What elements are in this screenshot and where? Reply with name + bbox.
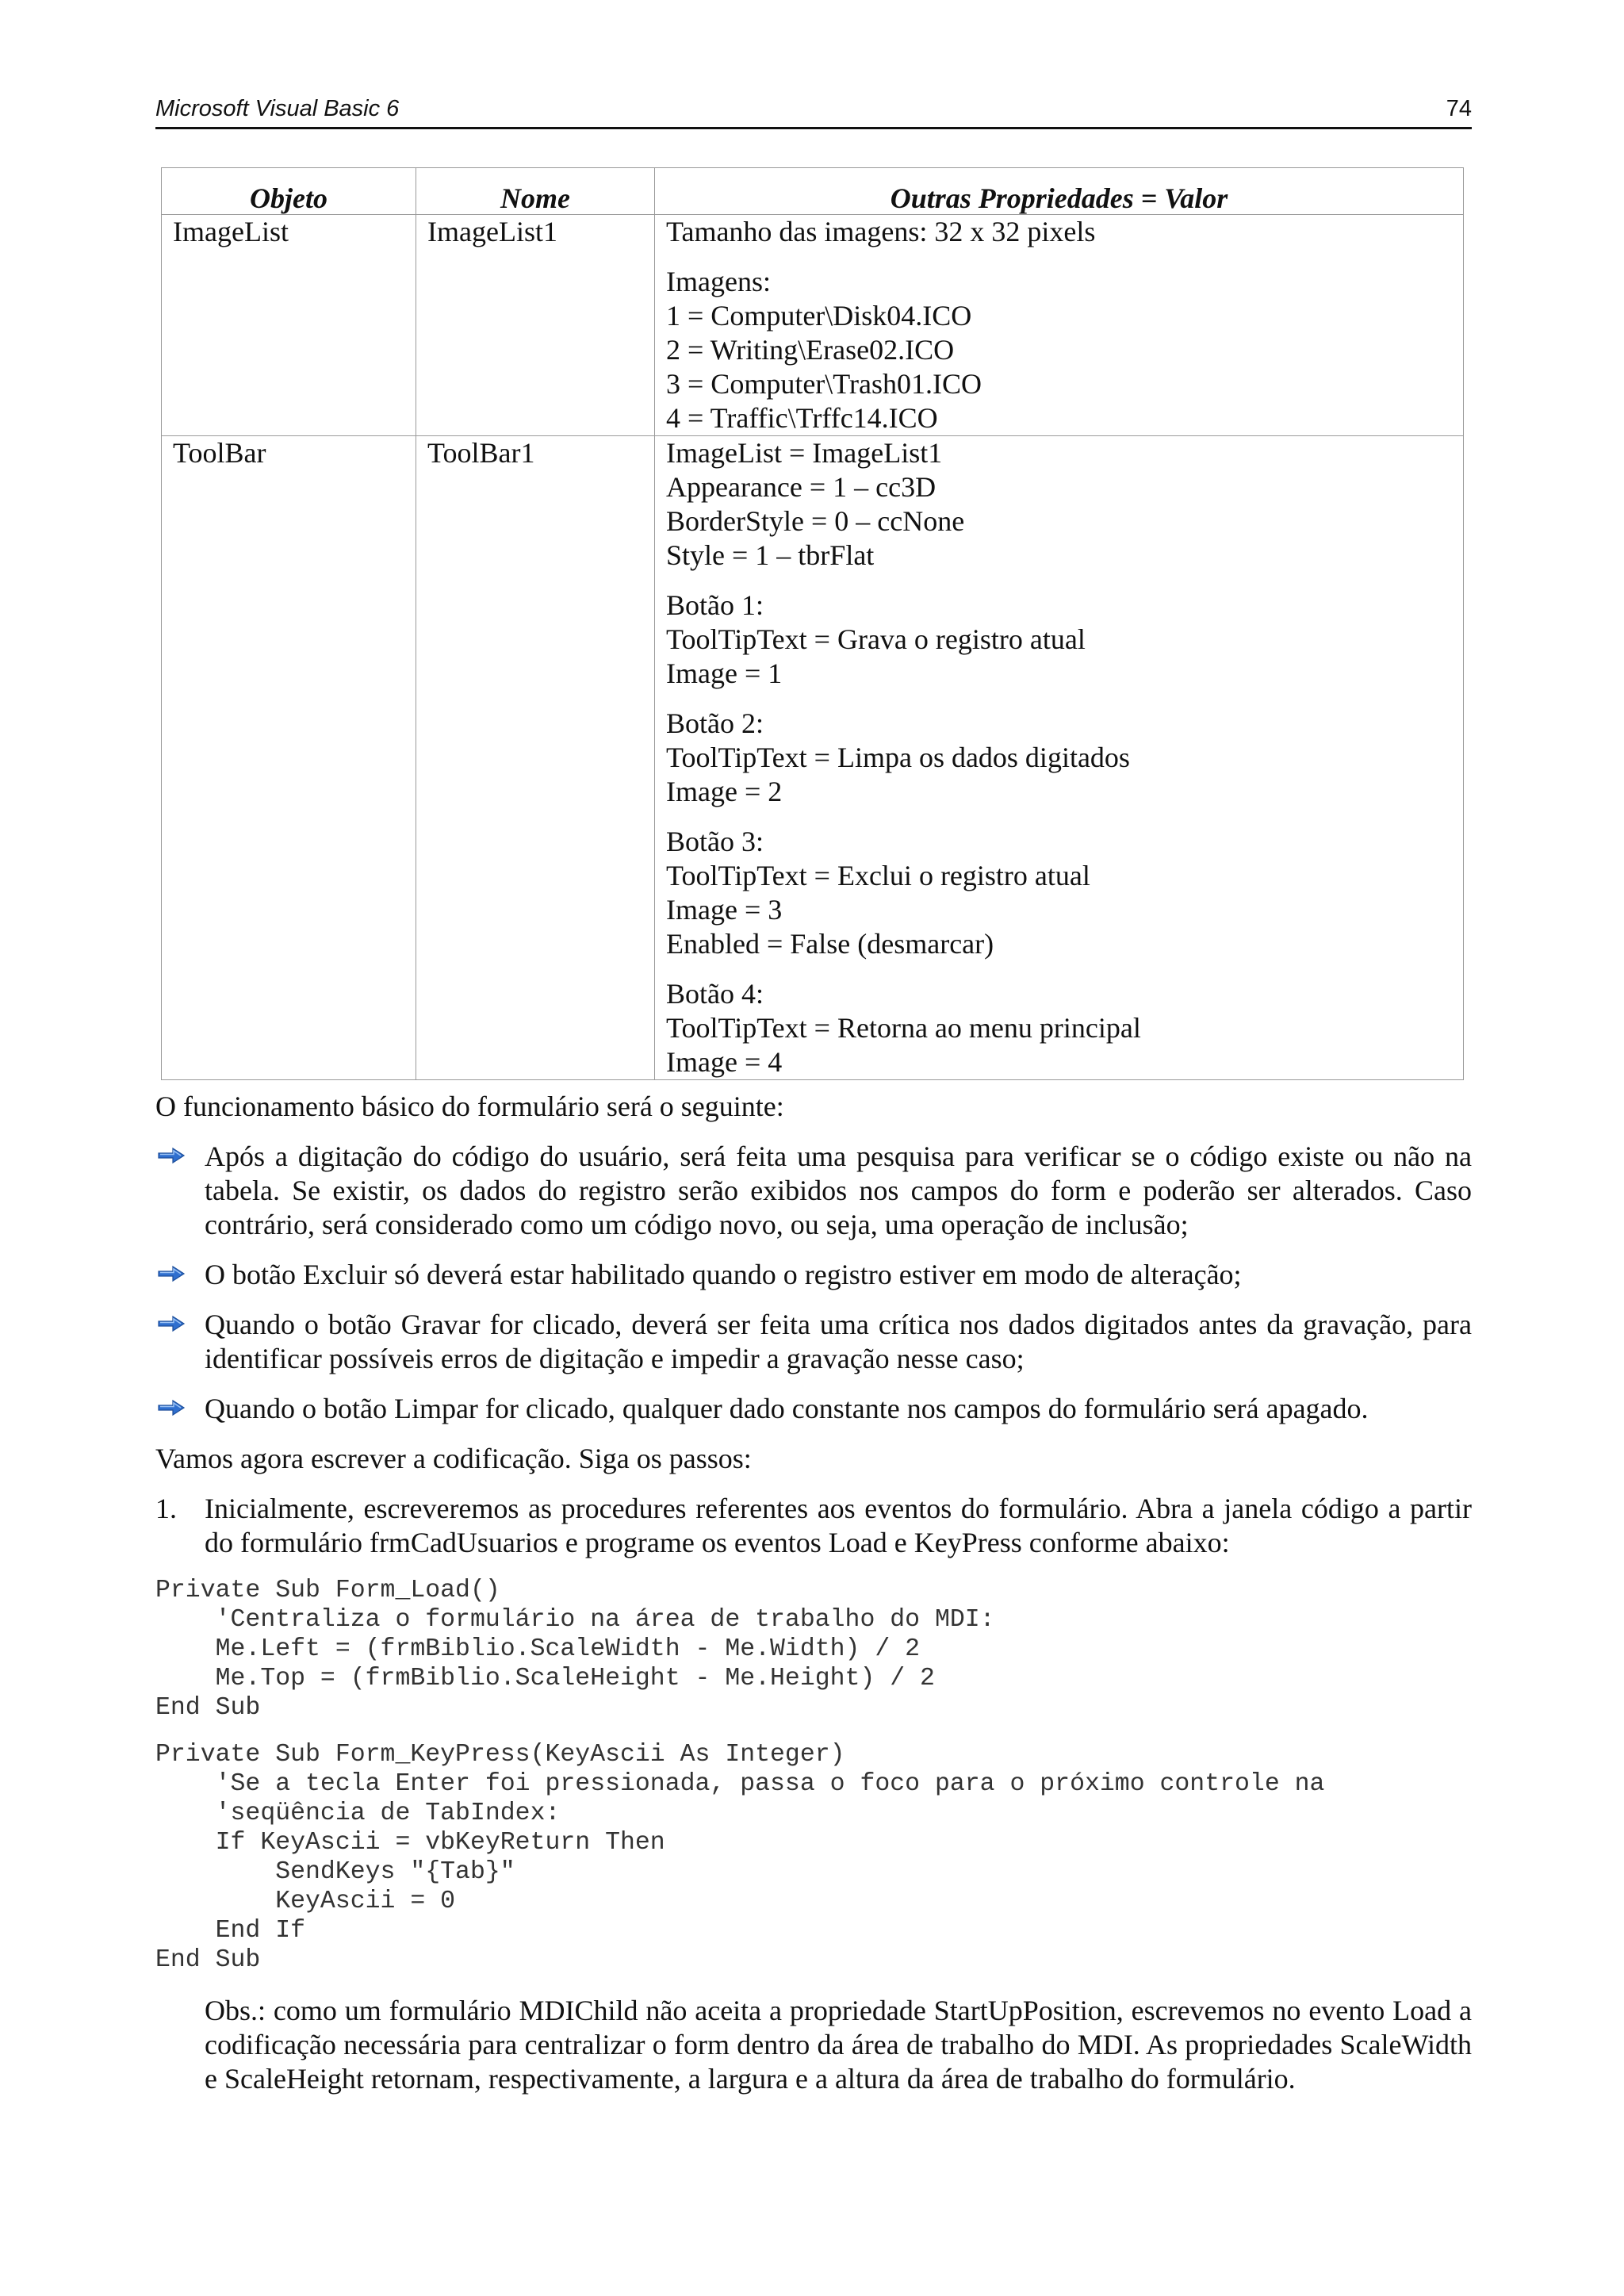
header-title: Microsoft Visual Basic 6 xyxy=(155,96,400,121)
page-number: 74 xyxy=(1446,96,1472,121)
bullet-item xyxy=(155,1392,1472,1426)
intro-paragraph: O funcionamento básico do formulário será o seguinte: xyxy=(155,1091,784,1122)
property-block xyxy=(666,265,1452,435)
bullet-text: Quando o botão Limpar for clicado, qualquer dado constante nos campos do formulário será apagado. xyxy=(205,1393,1369,1424)
property-line: ToolTipText = Grava o registro atual xyxy=(666,623,1086,655)
property-line: 4 = Traffic\Trffc14.ICO xyxy=(666,402,938,434)
property-line: Image = 1 xyxy=(666,657,783,689)
property-line: ToolTipText = Limpa os dados digitados xyxy=(666,742,1130,773)
code-block-form-load: Private Sub Form_Load() 'Centraliza o formulário na área de trabalho do MDI: Me.Left = (frmBiblio.ScaleWidth - Me.Width) / 2 Me.Top = (frmBiblio.ScaleHeight - Me.Height) / 2 End Sub xyxy=(155,1577,995,1722)
cell-objeto: ImageList xyxy=(162,215,416,436)
blue-arrow-bullet-icon xyxy=(157,1147,186,1164)
bullet-item xyxy=(155,1140,1472,1242)
property-line: Tamanho das imagens: 32 x 32 pixels xyxy=(666,216,1096,247)
property-line: Image = 2 xyxy=(666,776,783,807)
column-header-nome: Nome xyxy=(416,168,655,215)
body-text xyxy=(155,1090,1472,2096)
property-line: Botão 1: xyxy=(666,589,764,621)
property-block xyxy=(666,825,1452,961)
property-line: Enabled = False (desmarcar) xyxy=(666,928,994,960)
page-header xyxy=(155,79,1472,129)
bullet-text: Quando o botão Gravar for clicado, deverá ser feita uma crítica nos dados digitados antes da gravação, para identificar possíveis erros de digitação e impedir a gravação nesse caso; xyxy=(205,1309,1472,1374)
property-line: Style = 1 – tbrFlat xyxy=(666,539,875,571)
property-line: ToolTipText = Exclui o registro atual xyxy=(666,860,1090,891)
property-line: ToolTipText = Retorna ao menu principal xyxy=(666,1012,1141,1044)
cell-nome: ToolBar1 xyxy=(416,436,655,1080)
property-line: ImageList = ImageList1 xyxy=(666,437,943,469)
bullet-item xyxy=(155,1308,1472,1376)
property-block xyxy=(666,588,1452,691)
cell-propriedades xyxy=(655,436,1464,1080)
cell-objeto: ToolBar xyxy=(162,436,416,1080)
property-line: Botão 4: xyxy=(666,978,764,1010)
property-line: Image = 3 xyxy=(666,894,783,926)
steps-intro-paragraph: Vamos agora escrever a codificação. Siga os passos: xyxy=(155,1443,752,1474)
property-block xyxy=(666,436,1452,573)
bullet-list xyxy=(155,1140,1472,1426)
code-block-form-keypress: Private Sub Form_KeyPress(KeyAscii As Integer) 'Se a tecla Enter foi pressionada, passa o foco para o próximo controle na 'seqüência de TabIndex: If KeyAscii = vbKeyReturn Then SendKeys "{Tab}" KeyAscii = 0 End If End Sub xyxy=(155,1741,1325,1974)
property-line: Botão 2: xyxy=(666,707,764,739)
property-line: 3 = Computer\Trash01.ICO xyxy=(666,368,982,400)
bullet-item xyxy=(155,1258,1472,1292)
step-text: Inicialmente, escreveremos as procedures referentes aos eventos do formulário. Abra a janela código a partir do formulário frmCadUsuarios e programe os eventos Load e KeyPress conforme abaixo: xyxy=(205,1493,1472,1558)
property-block xyxy=(666,977,1452,1079)
property-block xyxy=(666,707,1452,809)
property-line: 1 = Computer\Disk04.ICO xyxy=(666,300,972,332)
cell-propriedades xyxy=(655,215,1464,436)
bullet-text: O botão Excluir só deverá estar habilitado quando o registro estiver em modo de alteração; xyxy=(205,1259,1242,1290)
steps-list xyxy=(155,1492,1472,1560)
step-number: 1. xyxy=(155,1493,177,1524)
table-header-row xyxy=(162,168,1464,215)
cell-nome: ImageList1 xyxy=(416,215,655,436)
document-page xyxy=(155,79,1472,2096)
property-line: BorderStyle = 0 – ccNone xyxy=(666,505,965,537)
table-row xyxy=(162,436,1464,1080)
column-header-objeto: Objeto xyxy=(162,168,416,215)
property-line: 2 = Writing\Erase02.ICO xyxy=(666,334,955,366)
table-row xyxy=(162,215,1464,436)
blue-arrow-bullet-icon xyxy=(157,1315,186,1332)
properties-table xyxy=(161,167,1464,1080)
blue-arrow-bullet-icon xyxy=(157,1399,186,1416)
blue-arrow-bullet-icon xyxy=(157,1265,186,1282)
property-line: Image = 4 xyxy=(666,1046,783,1078)
property-line: Appearance = 1 – cc3D xyxy=(666,471,936,503)
property-line: Botão 3: xyxy=(666,826,764,857)
column-header-propriedades: Outras Propriedades = Valor xyxy=(655,168,1464,215)
property-line: Imagens: xyxy=(666,266,771,297)
step-item xyxy=(155,1492,1472,1560)
bullet-text: Após a digitação do código do usuário, será feita uma pesquisa para verificar se o código existe ou não na tabela. Se existir, os dados do registro serão exibidos nos campos do form e poderão ser alterados. Caso contrário, será considerado como um código novo, ou seja, uma operação de inclusão; xyxy=(205,1140,1472,1240)
obs-paragraph: Obs.: como um formulário MDIChild não aceita a propriedade StartUpPosition, escrevemos no evento Load a codificação necessária para centralizar o form dentro da área de trabalho do MDI. As propriedades ScaleWidth e ScaleHeight retornam, respectivamente, a largura e a altura da área de trabalho do formulário. xyxy=(205,1995,1472,2095)
property-block xyxy=(666,215,1452,249)
